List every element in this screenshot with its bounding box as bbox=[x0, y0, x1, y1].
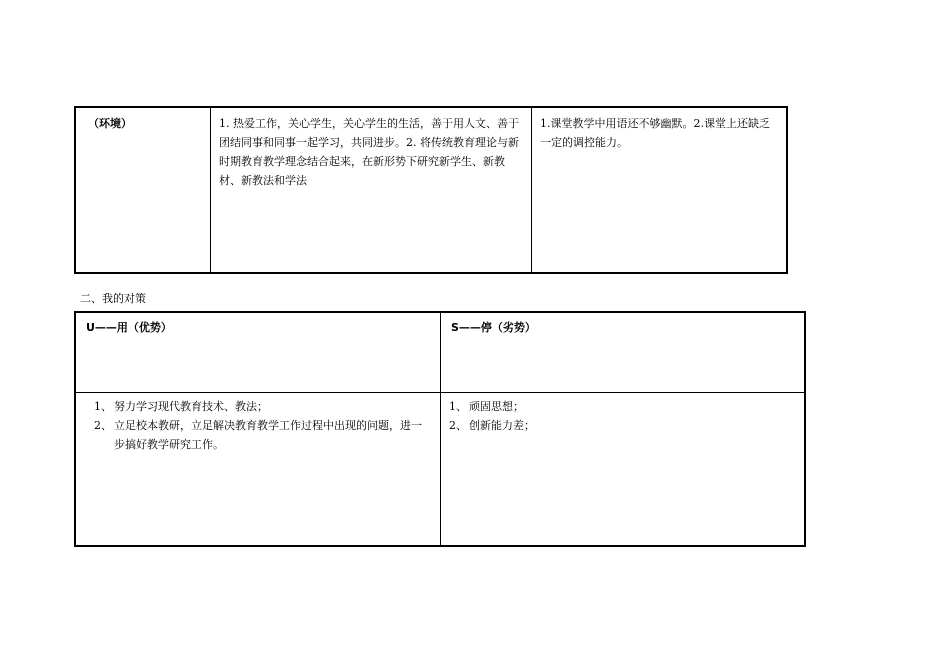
weaknesses-cell bbox=[532, 108, 786, 272]
strengths-cell bbox=[211, 108, 532, 272]
use-list bbox=[76, 393, 440, 454]
list-item-number: 1、 bbox=[449, 400, 467, 413]
list-item bbox=[94, 397, 432, 416]
list-item-number: 2、 bbox=[94, 419, 112, 432]
list-item bbox=[94, 416, 432, 454]
strategy-body-row bbox=[76, 393, 804, 545]
list-item-number: 1、 bbox=[94, 400, 112, 413]
list-item-number: 2、 bbox=[449, 419, 467, 432]
list-item bbox=[449, 397, 796, 416]
use-heading: U——用（优势） bbox=[76, 313, 441, 392]
environment-heading-cell bbox=[76, 108, 211, 272]
environment-heading: （环境） bbox=[88, 117, 132, 130]
stop-heading: S——停（劣势） bbox=[451, 321, 536, 334]
use-list-cell bbox=[76, 393, 441, 545]
strengths-text: 1. 热爱工作，关心学生，关心学生的生活，善于用人文、善于团结同事和同事一起学习，共同进步。2. 将传统教育理论与新时期教育教学理念结合起来，在新形势下研究新学生、新教材、新教法和学法 bbox=[219, 117, 519, 187]
list-item-text: 顽固思想； bbox=[469, 400, 524, 413]
list-item bbox=[449, 416, 796, 435]
weaknesses-text: 1.课堂教学中用语还不够幽默。2.课堂上还缺乏一定的调控能力。 bbox=[540, 117, 770, 149]
list-item-text: 努力学习现代教育技术、教法； bbox=[114, 400, 268, 413]
strategy-table bbox=[74, 311, 806, 547]
list-item-text: 创新能力差； bbox=[469, 419, 535, 432]
list-item-text: 立足校本教研，立足解决教育教学工作过程中出现的问题，进一步搞好教学研究工作。 bbox=[114, 419, 422, 451]
section-title: 二、我的对策 bbox=[80, 292, 146, 305]
stop-list bbox=[441, 393, 804, 435]
environment-table bbox=[74, 106, 788, 274]
strategy-header-row bbox=[76, 313, 804, 393]
stop-list-cell bbox=[441, 393, 804, 545]
